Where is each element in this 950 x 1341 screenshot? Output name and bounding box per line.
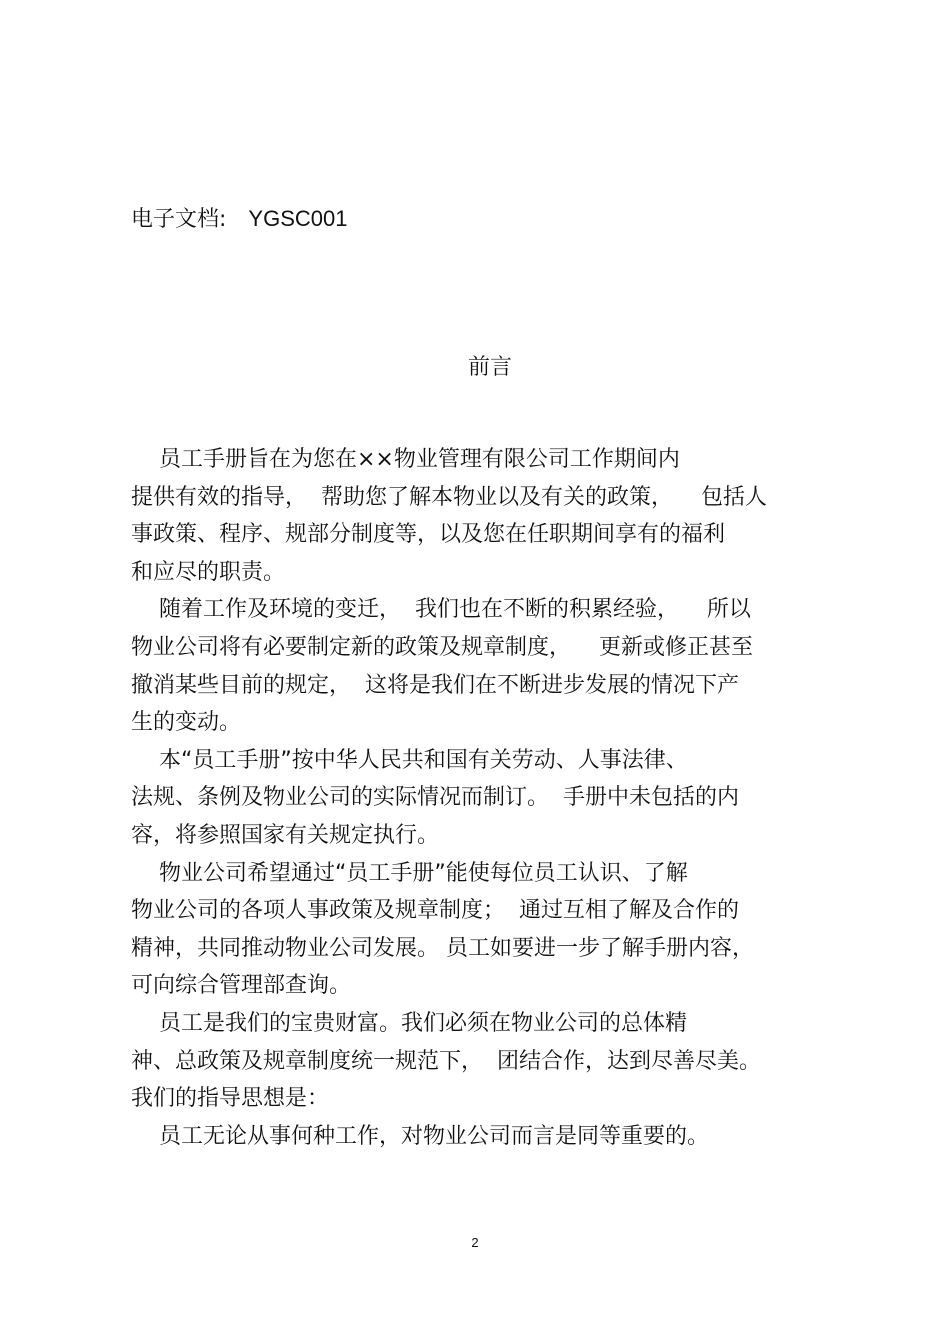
body-line: 撤消某些目前的规定， 这将是我们在不断进步发展的情况下产 xyxy=(131,672,739,698)
body-line: 随着工作及环境的变迁， 我们也在不断的积累经验， 所以 xyxy=(131,597,751,623)
document-code xyxy=(131,203,347,236)
body-line: 容，将参照国家有关规定执行。 xyxy=(131,822,440,848)
body-line: 生的变动。 xyxy=(131,710,242,736)
body-line: 物业公司的各项人事政策及规章制度； 通过互相了解及合作的 xyxy=(131,898,739,924)
body-line: 员工是我们的宝贵财富。我们必须在物业公司的总体精 xyxy=(131,1010,687,1036)
preface-body xyxy=(131,441,831,1155)
body-line: 法规、条例及物业公司的实际情况而制订。 手册中未包括的内 xyxy=(131,785,739,811)
document-code-label: 电子文档: xyxy=(131,207,227,232)
document-code-value: YGSC001 xyxy=(248,206,348,231)
body-line: 和应尽的职责。 xyxy=(131,559,286,585)
body-line: 员工无论从事何种工作，对物业公司而言是同等重要的。 xyxy=(131,1123,709,1149)
page-title-text: 前言 xyxy=(467,355,512,380)
body-line: 物业公司希望通过“员工手册”能使每位员工认识、了解 xyxy=(131,860,688,886)
body-line: 本“员工手册”按中华人民共和国有关劳动、人事法律、 xyxy=(131,747,688,773)
body-line: 精神，共同推动物业公司发展。 员工如要进一步了解手册内容， xyxy=(131,935,754,961)
body-line: 事政策、程序、规部分制度等，以及您在任职期间享有的福利 xyxy=(131,522,726,548)
body-line: 提供有效的指导， 帮助您了解本物业以及有关的政策， 包括人 xyxy=(131,484,767,510)
body-line: 员工手册旨在为您在××物业管理有限公司工作期间内 xyxy=(131,447,680,472)
page-title xyxy=(0,352,950,384)
body-line: 我们的指导思想是： xyxy=(131,1086,330,1112)
body-line: 物业公司将有必要制定新的政策及规章制度， 更新或修正甚至 xyxy=(131,634,753,660)
page-number: 2 xyxy=(471,1235,479,1250)
body-line: 神、总政策及规章制度统一规范下， 团结合作，达到尽善尽美。 xyxy=(131,1048,761,1074)
body-line: 可向综合管理部查询。 xyxy=(131,973,352,999)
